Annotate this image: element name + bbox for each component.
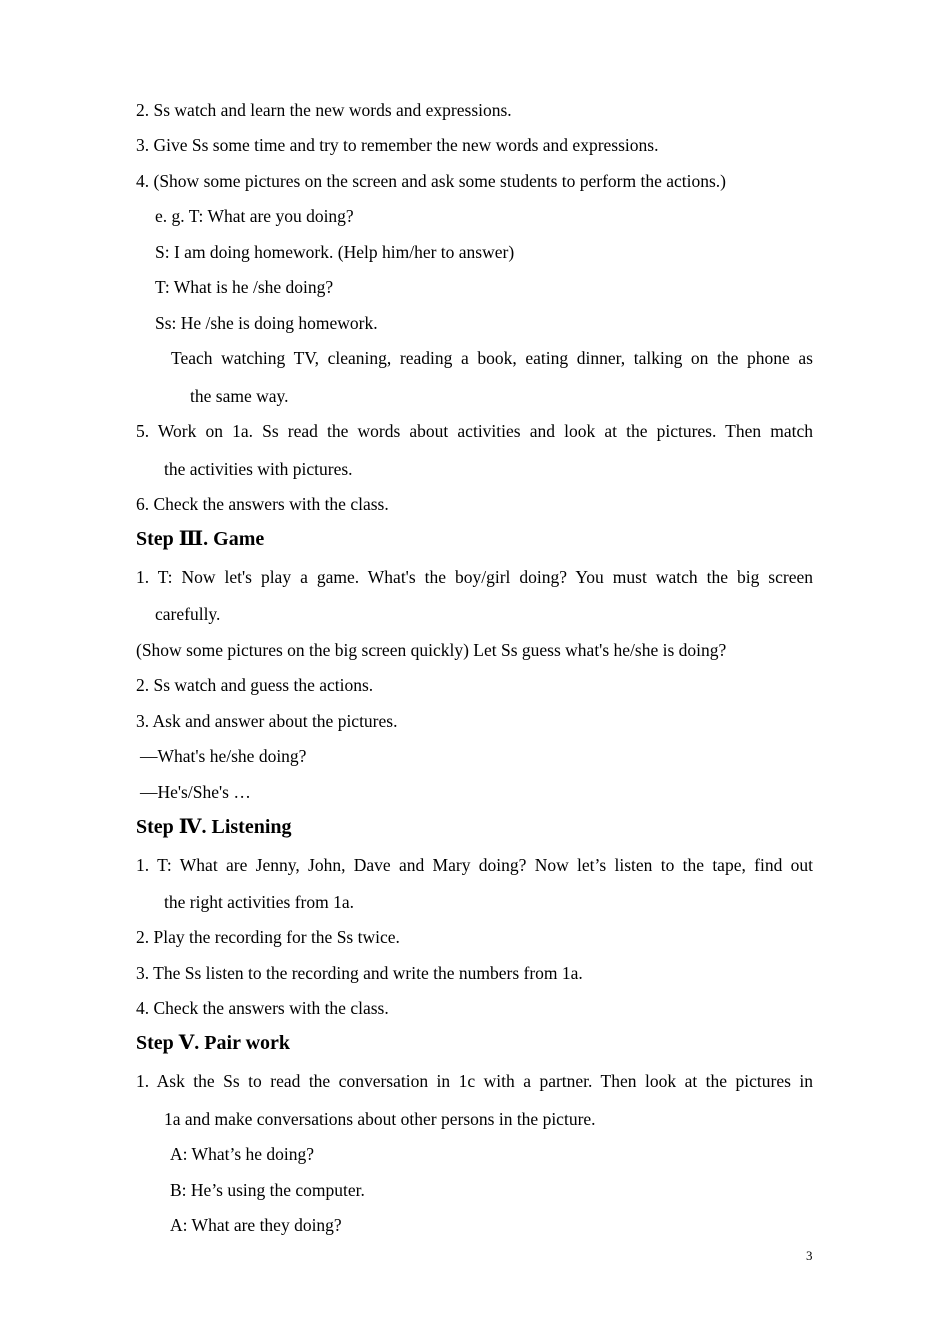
section-heading: Step Ⅲ. Game (136, 528, 265, 550)
text-line: A: What’s he doing? (170, 1144, 315, 1164)
text-line: T: What is he /she doing? (155, 277, 334, 297)
text-line: —What's he/she doing? (140, 746, 307, 766)
text-line: 6. Check the answers with the class. (136, 494, 389, 514)
text-line: Teach watching TV, cleaning, reading a book, eating dinner, talking on the phone as (171, 348, 813, 368)
text-line: the right activities from 1a. (164, 892, 355, 912)
text-line: 1. Ask the Ss to read the conversation in 1c with a partner. Then look at the pictures in (136, 1071, 813, 1091)
text-line: 2. Play the recording for the Ss twice. (136, 927, 400, 947)
text-line: A: What are they doing? (170, 1215, 342, 1235)
text-line: B: He’s using the computer. (170, 1180, 365, 1200)
text-line: carefully. (155, 604, 221, 624)
page-number: 3 (806, 1248, 813, 1263)
text-line: 1. T: Now let's play a game. What's the boy/girl doing? You must watch the big screen (136, 567, 813, 587)
section-heading: Step Ⅴ. Pair work (136, 1032, 291, 1054)
text-line: 2. Ss watch and guess the actions. (136, 675, 374, 695)
text-line: 5. Work on 1a. Ss read the words about activities and look at the pictures. Then match (136, 421, 813, 441)
text-line: e. g. T: What are you doing? (155, 206, 354, 226)
text-line: —He's/She's … (140, 782, 251, 802)
text-line: 1a and make conversations about other persons in the picture. (164, 1109, 596, 1129)
text-line: 4. Check the answers with the class. (136, 998, 389, 1018)
text-line: 3. Ask and answer about the pictures. (136, 711, 398, 731)
text-line: (Show some pictures on the big screen quickly) Let Ss guess what's he/she is doing? (136, 640, 727, 660)
text-line: 3. The Ss listen to the recording and write the numbers from 1a. (136, 963, 583, 983)
text-line: 2. Ss watch and learn the new words and expressions. (136, 100, 512, 120)
text-line: 4. (Show some pictures on the screen and ask some students to perform the actions.) (136, 171, 727, 191)
section-heading: Step Ⅳ. Listening (136, 816, 292, 838)
text-line: S: I am doing homework. (Help him/her to answer) (155, 242, 515, 262)
text-line: Ss: He /she is doing homework. (155, 313, 378, 333)
text-line: the activities with pictures. (164, 459, 353, 479)
text-line: 3. Give Ss some time and try to remember the new words and expressions. (136, 135, 659, 155)
text-line: 1. T: What are Jenny, John, Dave and Mary doing? Now let’s listen to the tape, find out (136, 855, 813, 875)
text-line: the same way. (190, 386, 289, 406)
